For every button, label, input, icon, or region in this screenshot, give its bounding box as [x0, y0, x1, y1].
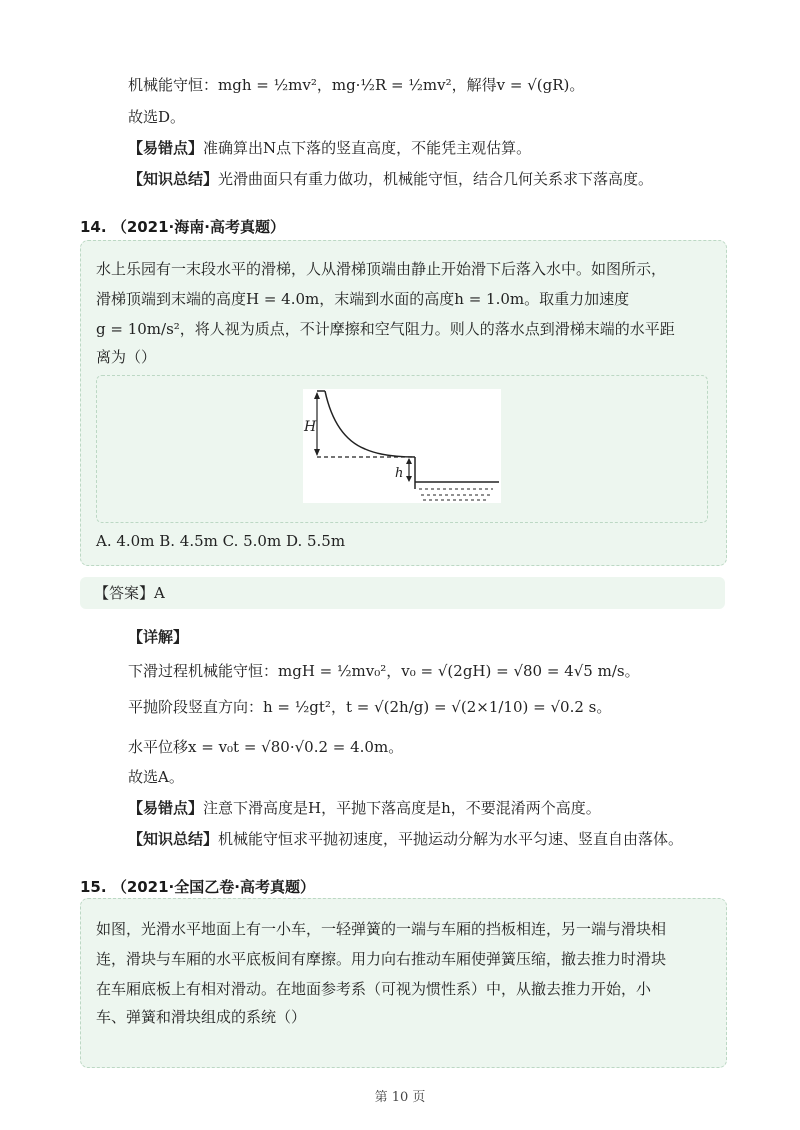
- q14-stem-line-3: g = 10m/s²，将人视为质点，不计摩擦和空气阻力。则人的落水点到滑梯末端的水平距: [96, 320, 675, 338]
- error-point-text: 准确算出N点下落的竖直高度，不能凭主观估算。: [203, 139, 532, 157]
- q15-stem-line-2: 连，滑块与车厢的水平底板间有摩擦。用力向右推动车厢使弹簧压缩，撤去推力时滑块: [96, 950, 667, 968]
- q14-stem-line-1: 水上乐园有一末段水平的滑梯，人从滑梯顶端由静止开始滑下后落入水中。如图所示，: [96, 260, 667, 278]
- label-H: H: [304, 419, 317, 435]
- detail-title: 【详解】: [128, 628, 189, 646]
- detail-line-4: 故选A。: [128, 768, 184, 786]
- question-14-header: [80, 216, 285, 237]
- q15-stem-line-1: 如图，光滑水平地面上有一小车，一轻弹簧的一端与车厢的挡板相连，另一端与滑块相: [96, 920, 667, 938]
- error-point-line: [128, 137, 531, 159]
- q14-stem-line-4: 离为（）: [96, 348, 157, 366]
- question-14-number: 14.: [80, 218, 107, 236]
- q15-stem-line-3: 在车厢底板上有相对滑动。在地面参考系（可视为惯性系）中，从撤去推力开始，小: [96, 980, 652, 998]
- error-point-tag: 【易错点】: [128, 139, 204, 157]
- detail-line-3: 水平位移x = v₀t = √80·√0.2 = 4.0m。: [128, 738, 404, 756]
- detail-line-2: 平抛阶段竖直方向：h = ½gt²，t = √(2h/g) = √(2×1/10) = √0.2 s。: [128, 698, 612, 716]
- detail-line-1: 下滑过程机械能守恒：mgH = ½mv₀²，v₀ = √(2gH) = √80 = 4√5 m/s。: [128, 662, 640, 680]
- q14-error-point: [128, 797, 601, 819]
- summary-text: 光滑曲面只有重力做功，机械能守恒，结合几何关系求下落高度。: [218, 170, 654, 188]
- label-h: h: [395, 466, 404, 481]
- q14-summary-tag: 【知识总结】: [128, 830, 219, 848]
- summary-line: [128, 168, 653, 190]
- slide-diagram: [303, 389, 501, 503]
- page-number: 第 10 页: [374, 1090, 426, 1105]
- question-15-source: （2021·全国乙卷·高考真题）: [111, 878, 315, 896]
- q14-error-tag: 【易错点】: [128, 799, 204, 817]
- q15-stem-line-4: 车、弹簧和滑块组成的系统（）: [96, 1008, 307, 1026]
- solution-line-choice: 故选D。: [128, 108, 186, 126]
- q14-error-text: 注意下滑高度是H，平抛下落高度是h，不要混淆两个高度。: [203, 799, 601, 817]
- q14-summary: [128, 828, 683, 850]
- question-15-header: [80, 876, 315, 897]
- q14-stem-line-2: 滑梯顶端到末端的高度H = 4.0m，末端到水面的高度h = 1.0m。取重力加速度: [96, 290, 630, 308]
- summary-tag: 【知识总结】: [128, 170, 219, 188]
- answer-box: [80, 577, 725, 609]
- q14-options: A. 4.0m B. 4.5m C. 5.0m D. 5.5m: [96, 532, 346, 550]
- q14-summary-text: 机械能守恒求平抛初速度，平抛运动分解为水平匀速、竖直自由落体。: [218, 830, 684, 848]
- question-14-source: （2021·海南·高考真题）: [111, 218, 285, 236]
- question-15-number: 15.: [80, 878, 107, 896]
- answer-label: 【答案】A: [94, 584, 165, 602]
- solution-line-energy: 机械能守恒：mgh = ½mv²，mg·½R = ½mv²，解得v = √(gR)。: [128, 76, 585, 94]
